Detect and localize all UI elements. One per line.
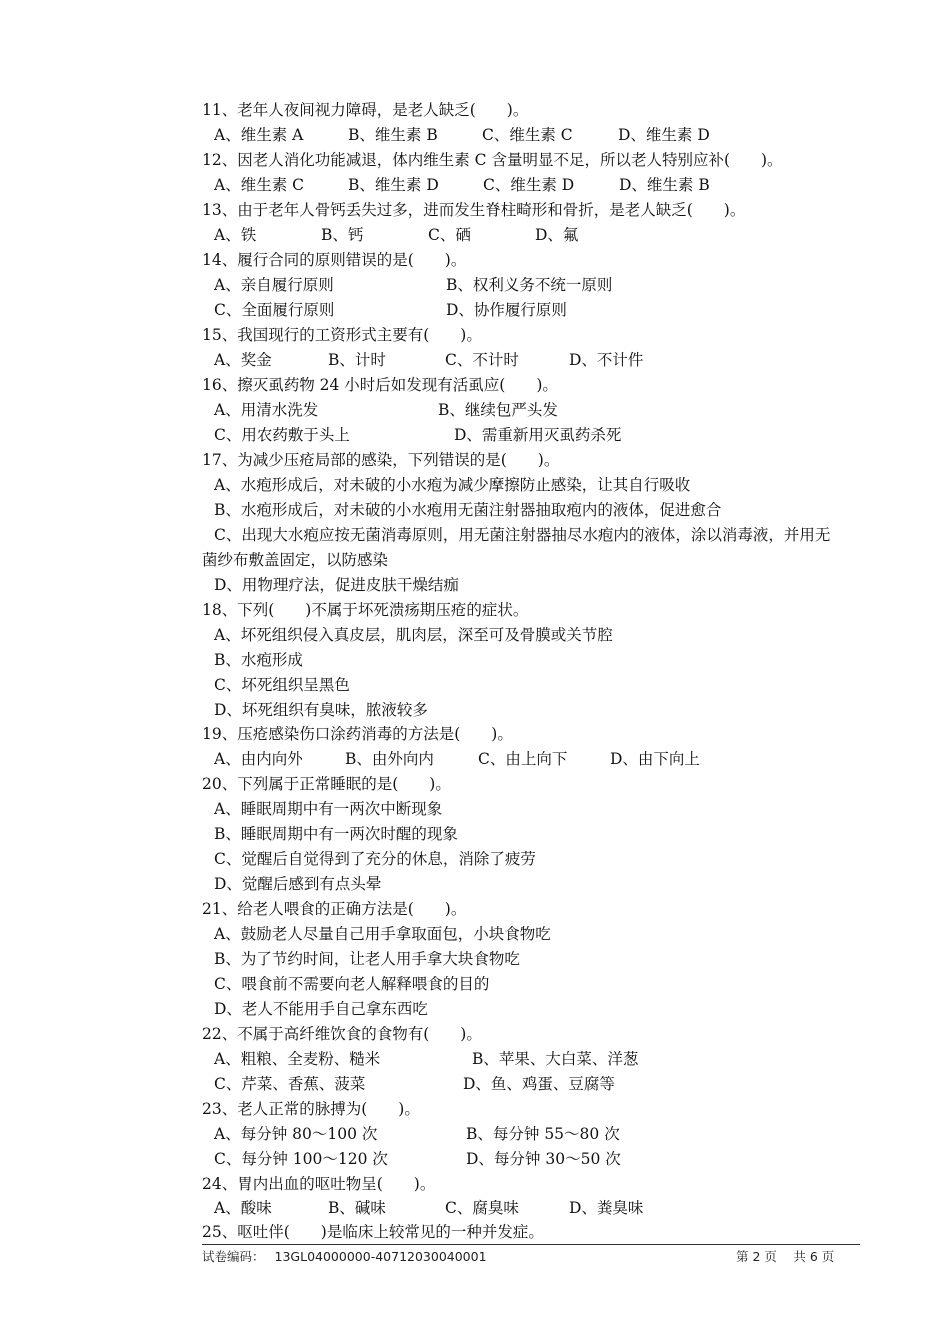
option-a: A、奖金: [214, 351, 272, 369]
question-11: 11、老年人夜间视力障碍，是老人缺乏( )。: [202, 101, 529, 119]
option-a: A、亲自履行原则: [214, 276, 334, 294]
option-b: B、为了节约时间，让老人用手拿大块食物吃: [214, 950, 520, 968]
paper-code: [202, 1248, 487, 1266]
option-c: C、腐臭味: [445, 1199, 519, 1217]
option-c: C、喂食前不需要向老人解释喂食的目的: [214, 975, 490, 993]
option-b: B、维生素 D: [348, 176, 439, 194]
option-c: C、由上向下: [478, 750, 568, 768]
question-25: 25、呕吐伴( )是临床上较常见的一种并发症。: [202, 1223, 544, 1241]
option-b: B、睡眠周期中有一两次时醒的现象: [214, 825, 458, 843]
option-c-continued: 菌纱布敷盖固定，以防感染: [202, 551, 389, 569]
option-d: D、维生素 D: [618, 126, 710, 144]
option-d: D、觉醒后感到有点头晕: [214, 875, 382, 893]
option-d: D、维生素 B: [619, 176, 710, 194]
option-b: B、计时: [328, 351, 386, 369]
question-20: 20、下列属于正常睡眠的是( )。: [202, 775, 451, 793]
question-24: 24、胃内出血的呕吐物呈( )。: [202, 1175, 436, 1193]
option-b: B、碱味: [328, 1199, 386, 1217]
option-c: C、每分钟 100～120 次: [214, 1150, 388, 1168]
option-a: A、维生素 C: [214, 176, 304, 194]
option-a: A、用清水洗发: [214, 401, 319, 419]
option-c: C、硒: [428, 226, 471, 244]
question-17: 17、为减少压疮局部的感染，下列错误的是( )。: [202, 451, 560, 469]
option-d: D、不计件: [569, 351, 644, 369]
option-a: A、每分钟 80～100 次: [214, 1125, 378, 1143]
option-b: B、水疱形成后，对未破的小水疱用无菌注射器抽取疱内的液体，促进愈合: [214, 501, 722, 519]
footer-divider: [202, 1244, 860, 1245]
option-b: B、继续包严头发: [438, 401, 558, 419]
option-c: C、全面履行原则: [214, 301, 335, 319]
option-d: D、氟: [535, 226, 579, 244]
option-d: D、坏死组织有臭味，脓液较多: [214, 701, 428, 719]
option-d: D、每分钟 30～50 次: [466, 1150, 621, 1168]
option-b: B、权利义务不统一原则: [446, 276, 613, 294]
question-18: 18、下列( )不属于坏死溃疡期压疮的症状。: [202, 601, 529, 619]
option-a: A、粗粮、全麦粉、糙米: [214, 1050, 381, 1068]
option-a: A、坏死组织侵入真皮层，肌肉层，深至可及骨膜或关节腔: [214, 626, 613, 644]
option-b: B、由外向内: [345, 750, 434, 768]
option-d: D、需重新用灭虱药杀死: [454, 426, 622, 444]
option-c: C、维生素 C: [482, 126, 573, 144]
option-c: C、出现大水疱应按无菌消毒原则，用无菌注射器抽尽水疱内的液体，涂以消毒液，并用无: [214, 526, 831, 544]
page-number: 第 2 页 共 6 页: [736, 1249, 835, 1264]
option-b: B、维生素 B: [348, 126, 438, 144]
option-b: B、每分钟 55～80 次: [466, 1125, 620, 1143]
paper-code-value: 13GL04000000-40712030040001: [274, 1249, 487, 1264]
question-15: 15、我国现行的工资形式主要有( )。: [202, 326, 482, 344]
option-a: A、水疱形成后，对未破的小水疱为减少摩擦防止感染，让其自行吸收: [214, 476, 691, 494]
option-b: B、钙: [321, 226, 364, 244]
option-c: C、坏死组织呈黑色: [214, 676, 350, 694]
option-d: D、粪臭味: [569, 1199, 644, 1217]
option-a: A、铁: [214, 226, 257, 244]
question-12: 12、因老人消化功能减退，体内维生素 C 含量明显不足，所以老人特别应补( )。: [202, 151, 783, 169]
option-c: C、用农药敷于头上: [214, 426, 350, 444]
question-23: 23、老人正常的脉搏为( )。: [202, 1100, 420, 1118]
option-c: C、芹菜、香蕉、菠菜: [214, 1075, 366, 1093]
option-d: D、用物理疗法，促进皮肤干燥结痂: [214, 576, 459, 594]
option-b: B、水疱形成: [214, 651, 303, 669]
question-14: 14、履行合同的原则错误的是( )。: [202, 251, 467, 269]
question-22: 22、不属于高纤维饮食的食物有( )。: [202, 1025, 482, 1043]
question-21: 21、给老人喂食的正确方法是( )。: [202, 900, 467, 918]
option-b: B、苹果、大白菜、洋葱: [472, 1050, 639, 1068]
option-a: A、由内向外: [214, 750, 303, 768]
option-a: A、睡眠周期中有一两次中断现象: [214, 800, 443, 818]
option-a: A、维生素 A: [214, 126, 304, 144]
option-c: C、维生素 D: [483, 176, 575, 194]
option-d: D、老人不能用手自己拿东西吃: [214, 1000, 428, 1018]
question-16: 16、擦灭虱药物 24 小时后如发现有活虱应( )。: [202, 376, 558, 394]
option-d: D、鱼、鸡蛋、豆腐等: [463, 1075, 615, 1093]
paper-code-label: 试卷编码：: [202, 1249, 265, 1264]
option-c: C、不计时: [445, 351, 519, 369]
option-a: A、酸味: [214, 1199, 272, 1217]
option-d: D、协作履行原则: [446, 301, 567, 319]
option-a: A、鼓励老人尽量自己用手拿取面包，小块食物吃: [214, 925, 551, 943]
option-c: C、觉醒后自觉得到了充分的休息，消除了疲劳: [214, 850, 536, 868]
option-d: D、由下向上: [610, 750, 700, 768]
question-13: 13、由于老年人骨钙丢失过多，进而发生脊柱畸形和骨折，是老人缺乏( )。: [202, 201, 746, 219]
question-19: 19、压疮感染伤口涂药消毒的方法是( )。: [202, 725, 513, 743]
